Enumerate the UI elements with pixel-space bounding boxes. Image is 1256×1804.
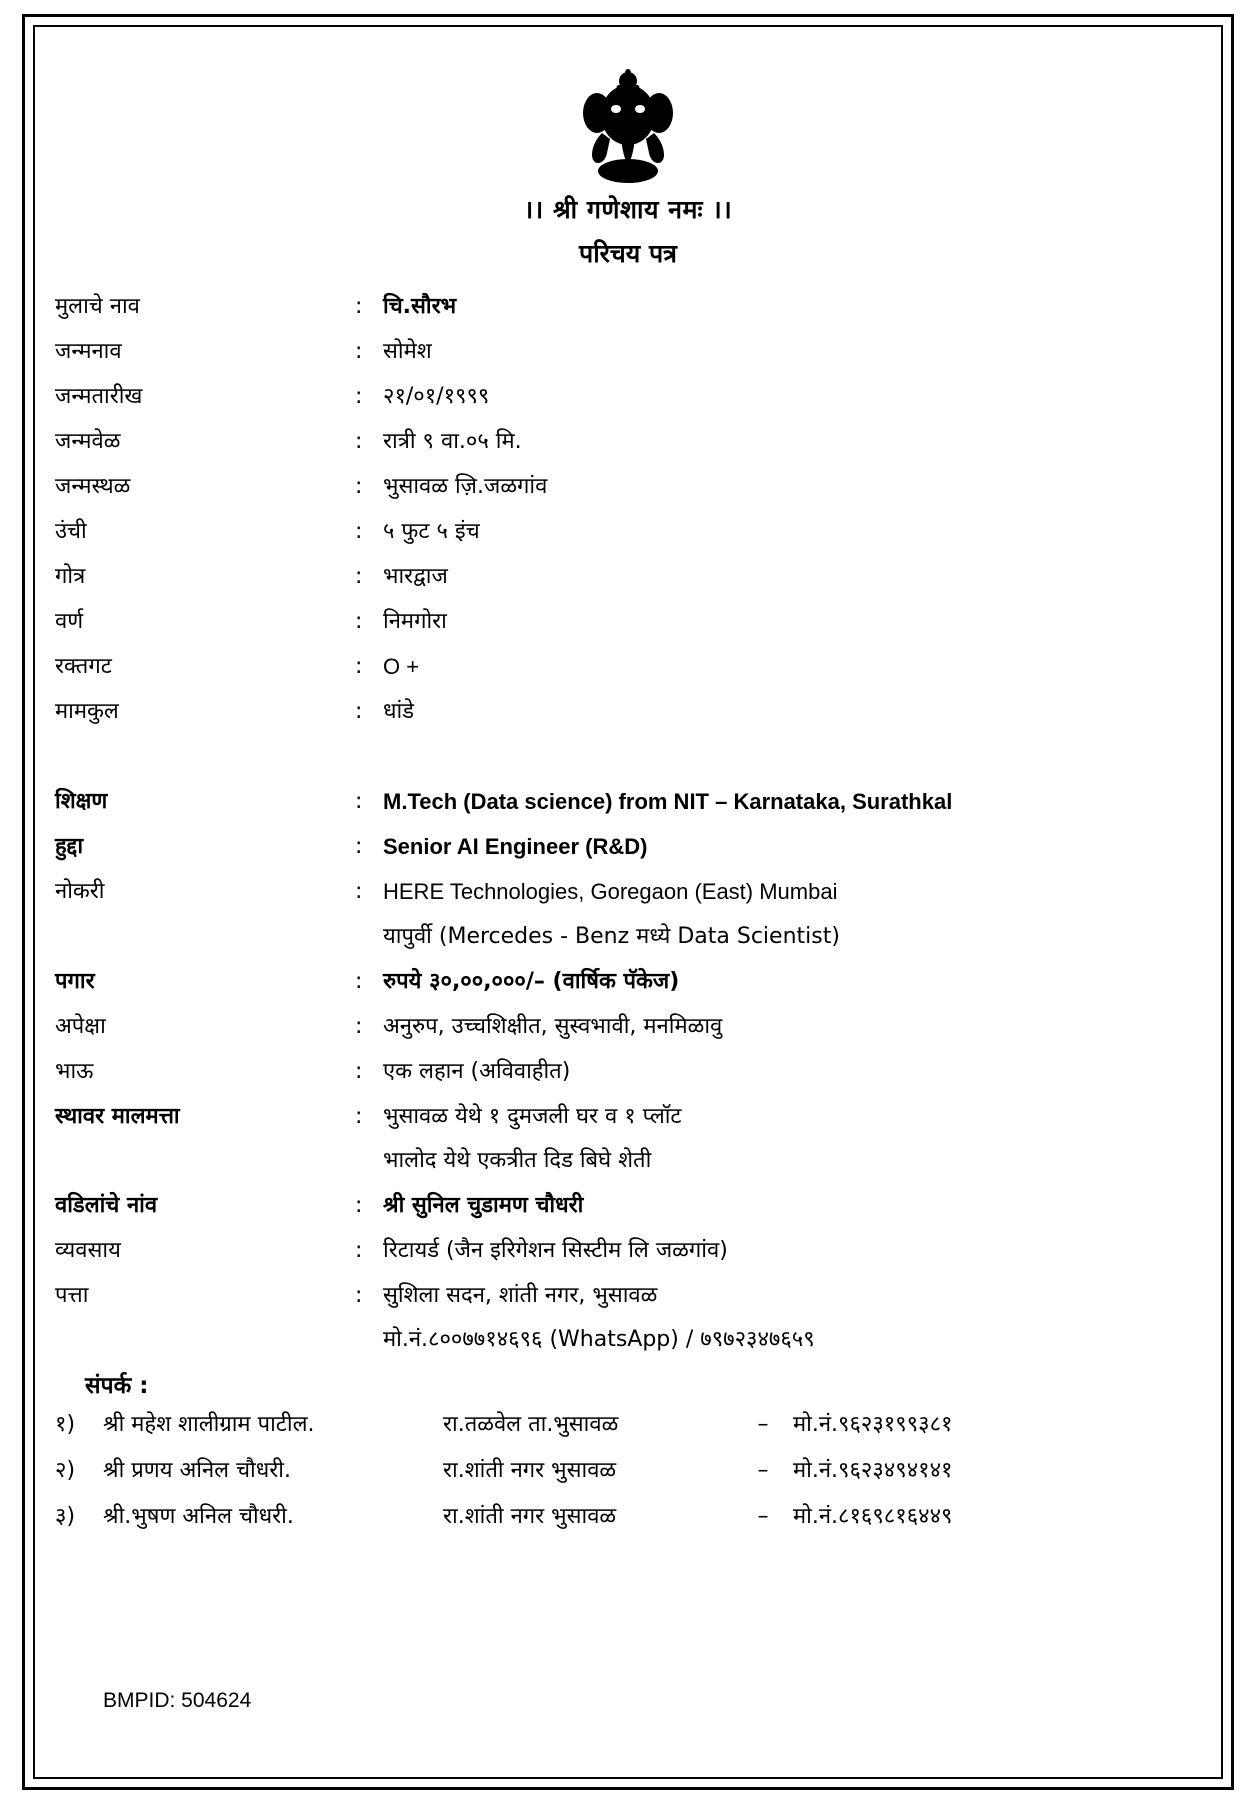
contact-index: १)	[55, 1412, 76, 1437]
field-label: गोत्र	[55, 564, 86, 589]
field-value: निमगोरा	[383, 609, 447, 634]
table-row	[55, 1494, 1201, 1540]
table-row	[55, 1094, 1201, 1183]
contact-address: रा.शांती नगर भुसावळ	[443, 1458, 617, 1483]
table-row	[55, 419, 1201, 464]
field-colon: :	[355, 564, 363, 589]
field-colon: :	[355, 969, 363, 994]
contact-address: रा.तळवेल ता.भुसावळ	[443, 1412, 619, 1437]
field-colon: :	[355, 519, 363, 544]
field-colon: :	[355, 1193, 363, 1218]
contact-table	[55, 1402, 1201, 1540]
contact-name: श्री महेश शालीग्राम पाटील.	[103, 1412, 315, 1437]
table-row	[55, 1273, 1201, 1362]
contact-mobile: मो.नं.९६२३१९९३८१	[793, 1412, 953, 1437]
table-row	[55, 1448, 1201, 1494]
field-label: शिक्षण	[55, 789, 108, 814]
field-colon: :	[355, 789, 363, 814]
field-value: भुसावळ येथे १ दुमजली घर व १ प्लॉट	[383, 1104, 682, 1129]
field-colon: :	[355, 1104, 363, 1129]
field-value: रुपये ३०,००,०००/– (वार्षिक पॅकेज)	[383, 969, 680, 994]
field-colon: :	[355, 339, 363, 364]
field-label: मामकुल	[55, 699, 119, 724]
field-value: Senior AI Engineer (R&D)	[383, 834, 648, 859]
field-colon: :	[355, 834, 363, 859]
ganesha-icon	[55, 63, 1201, 188]
field-colon: :	[355, 1283, 363, 1308]
page-title: परिचय पत्र	[579, 239, 677, 268]
field-value-second-line: भालोद येथे एकत्रीत दिड बिघे शेती	[383, 1148, 652, 1173]
field-label: रक्तगट	[55, 654, 112, 679]
table-row	[55, 599, 1201, 644]
field-colon: :	[355, 1059, 363, 1084]
table-row	[55, 329, 1201, 374]
table-row	[55, 644, 1201, 689]
table-row	[55, 1183, 1201, 1228]
field-label: हुद्दा	[55, 834, 84, 859]
contact-index: २)	[55, 1458, 76, 1483]
field-label: पत्ता	[55, 1283, 89, 1308]
table-row	[55, 959, 1201, 1004]
field-value: २१/०१/१९९९	[383, 384, 490, 409]
field-colon: :	[355, 1238, 363, 1263]
contact-dash: –	[757, 1412, 769, 1437]
field-value: अनुरुप, उच्चशिक्षीत, सुस्वभावी, मनमिळावु	[383, 1014, 723, 1039]
field-value: चि.सौरभ	[383, 294, 457, 319]
field-value-second-line: यापुर्वी (Mercedes - Benz मध्ये Data Scientist)	[383, 924, 840, 949]
field-label: वर्ण	[55, 609, 84, 634]
field-colon: :	[355, 474, 363, 499]
field-label: जन्मतारीख	[55, 384, 143, 409]
table-row	[55, 284, 1201, 329]
table-row	[55, 1228, 1201, 1273]
field-label: स्थावर मालमत्ता	[55, 1104, 180, 1129]
contact-mobile: मो.नं.८१६९८१६४४९	[793, 1504, 953, 1529]
field-label: नोकरी	[55, 879, 105, 904]
field-label: व्यवसाय	[55, 1238, 121, 1263]
field-colon: :	[355, 654, 363, 679]
field-label: मुलाचे नाव	[55, 294, 140, 319]
field-value: M.Tech (Data science) from NIT – Karnataka, Surathkal	[383, 789, 953, 814]
contact-heading: संपर्क :	[85, 1373, 149, 1399]
field-value: HERE Technologies, Goregaon (East) Mumbai	[383, 879, 838, 904]
field-colon: :	[355, 1014, 363, 1039]
contact-address: रा.शांती नगर भुसावळ	[443, 1504, 617, 1529]
field-colon: :	[355, 879, 363, 904]
field-value: सुशिला सदन, शांती नगर, भुसावळ	[383, 1283, 658, 1308]
field-label: उंची	[55, 519, 87, 544]
field-value: रिटायर्ड (जैन इरिगेशन सिस्टीम लि जळगांव)	[383, 1238, 728, 1263]
field-value: धांडे	[383, 699, 414, 724]
table-row	[55, 509, 1201, 554]
field-colon: :	[355, 699, 363, 724]
field-value: ५ फुट ५ इंच	[383, 519, 480, 544]
field-colon: :	[355, 429, 363, 454]
table-row	[55, 869, 1201, 959]
field-value: भारद्वाज	[383, 564, 448, 589]
field-label: अपेक्षा	[55, 1014, 106, 1039]
table-row	[55, 374, 1201, 419]
table-row	[55, 1402, 1201, 1448]
invocation-text: ।। श्री गणेशाय नमः ।।	[523, 195, 733, 224]
table-row	[55, 554, 1201, 599]
field-label: भाऊ	[55, 1059, 94, 1084]
field-label: पगार	[55, 969, 95, 994]
table-row	[55, 779, 1201, 824]
field-value: रात्री ९ वा.०५ मि.	[383, 429, 522, 454]
field-value-second-line: मो.नं.८००७७१४६९६ (WhatsApp) / ७९७२३४७६५९	[383, 1327, 815, 1352]
field-value: एक लहान (अविवाहीत)	[383, 1059, 571, 1084]
field-colon: :	[355, 384, 363, 409]
field-label: जन्मनाव	[55, 339, 122, 364]
table-row	[55, 1004, 1201, 1049]
document-content	[55, 45, 1201, 1759]
bmpid-label: BMPID: 504624	[103, 1689, 252, 1712]
field-value: सोमेश	[383, 339, 432, 364]
field-value: श्री सुनिल चुडामण चौधरी	[383, 1193, 584, 1218]
table-row	[55, 824, 1201, 869]
field-value: भुसावळ ज़ि.जळगांव	[383, 474, 548, 499]
contact-index: ३)	[55, 1504, 76, 1529]
section-spacer	[55, 734, 1201, 779]
contact-dash: –	[757, 1504, 769, 1529]
contact-name: श्री प्रणय अनिल चौधरी.	[103, 1458, 291, 1483]
field-label: वडिलांचे नांव	[55, 1193, 158, 1218]
field-colon: :	[355, 609, 363, 634]
contact-mobile: मो.नं.९६२३४९४१४१	[793, 1458, 953, 1483]
field-value: O +	[383, 654, 420, 679]
field-colon: :	[355, 294, 363, 319]
field-label: जन्मवेळ	[55, 429, 121, 454]
field-label: जन्मस्थळ	[55, 474, 131, 499]
table-row	[55, 689, 1201, 734]
contact-dash: –	[757, 1458, 769, 1483]
table-row	[55, 464, 1201, 509]
table-row	[55, 1049, 1201, 1094]
personal-details-table	[55, 284, 1201, 1362]
contact-name: श्री.भुषण अनिल चौधरी.	[103, 1504, 294, 1529]
